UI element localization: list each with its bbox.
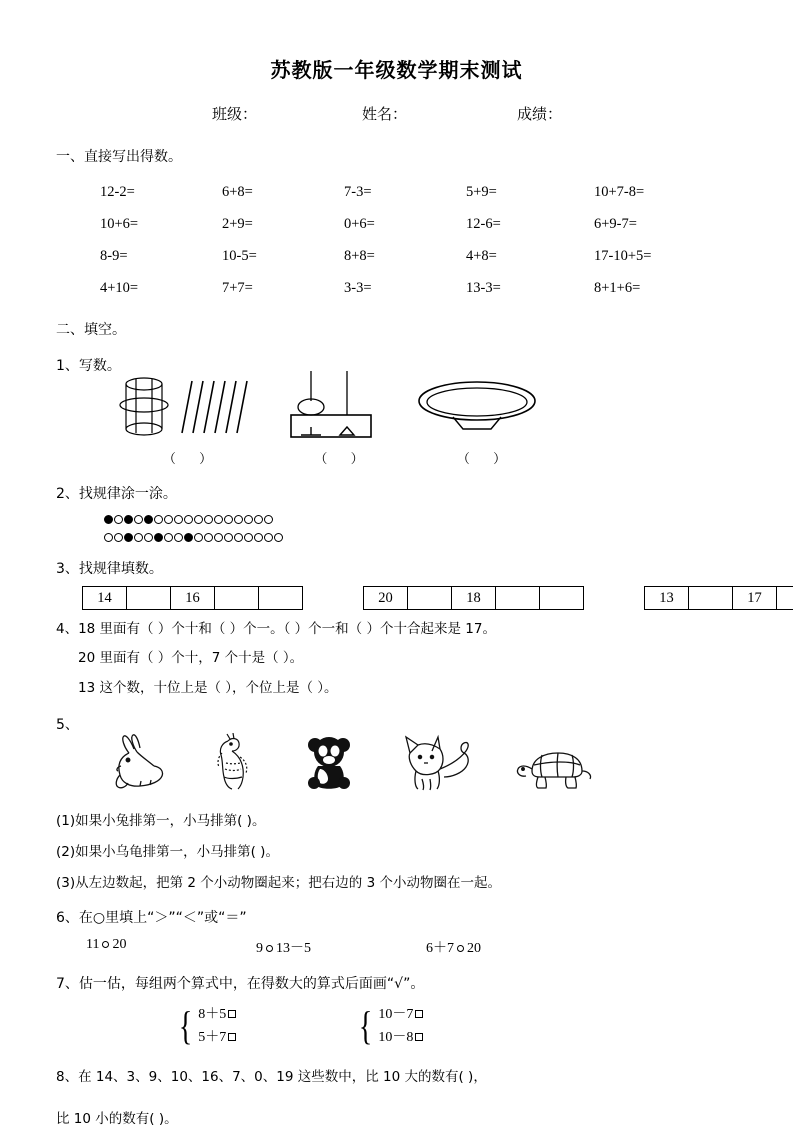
q1-figure-row xyxy=(56,381,737,467)
comparison-item[interactable] xyxy=(86,937,256,957)
seq-cell[interactable]: 13 xyxy=(644,586,689,610)
expression-text: 10－7 xyxy=(378,1006,414,1022)
pattern-dot[interactable] xyxy=(244,533,253,542)
pattern-dot[interactable] xyxy=(204,533,213,542)
bowl-on-stand-icon xyxy=(415,371,540,441)
pattern-dot[interactable] xyxy=(104,515,113,524)
pattern-dot[interactable] xyxy=(244,515,253,524)
answer-box[interactable] xyxy=(415,1033,423,1041)
pattern-dot[interactable] xyxy=(194,515,203,524)
section-one-heading: 一、直接写出得数。 xyxy=(56,149,182,165)
q5-sub-2: (2)如果小乌龟排第一，小马排第( )。 xyxy=(56,843,279,860)
turtle-icon xyxy=(512,743,594,798)
q1-caption-3: （ ） xyxy=(456,451,517,466)
q2-heading: 2、找规律涂一涂。 xyxy=(56,486,177,502)
pattern-dot[interactable] xyxy=(224,533,233,542)
comparison-left: 9 xyxy=(256,940,263,956)
calc-item: 6+9-7= xyxy=(594,216,637,232)
q1-caption-1: （ ） xyxy=(162,451,223,466)
q3-sequences xyxy=(56,586,762,610)
pattern-dot[interactable] xyxy=(134,533,143,542)
seq-cell[interactable]: 14 xyxy=(82,586,127,610)
calc-item: 4+10= xyxy=(100,280,139,296)
page-title: 苏教版一年级数学期末测试 xyxy=(270,58,523,82)
comparison-left: 11 xyxy=(86,936,100,952)
seq-cell[interactable] xyxy=(539,586,584,610)
pattern-dot[interactable] xyxy=(214,515,223,524)
figure-cylinder-and-sticks xyxy=(106,371,271,467)
q6-heading: 6、在○里填上“＞”“＜”或“＝” xyxy=(56,909,247,926)
calc-item: 13-3= xyxy=(466,280,501,296)
pattern-dot[interactable] xyxy=(234,515,243,524)
pattern-dot[interactable] xyxy=(144,515,153,524)
calc-item: 8+8= xyxy=(344,248,375,264)
q6-comparisons xyxy=(56,937,737,957)
pattern-dot[interactable] xyxy=(174,515,183,524)
pattern-dot[interactable] xyxy=(274,533,283,542)
pattern-dot[interactable] xyxy=(124,533,133,542)
calc-item: 3-3= xyxy=(344,280,372,296)
brace-expression xyxy=(378,1026,423,1049)
q7-brace-groups xyxy=(56,1003,737,1049)
number-sequence xyxy=(363,586,584,610)
pattern-dot[interactable] xyxy=(144,533,153,542)
number-sequence xyxy=(82,586,303,610)
pattern-dot[interactable] xyxy=(254,515,263,524)
expression-text: 10－8 xyxy=(378,1029,414,1045)
q5-sub-3: (3)从左边数起，把第 2 个小动物圈起来；把右边的 3 个小动物圈在一起。 xyxy=(56,874,501,891)
seq-cell[interactable] xyxy=(407,586,452,610)
pattern-dot[interactable] xyxy=(104,533,113,542)
calc-item: 12-2= xyxy=(100,184,135,200)
q2-dot-patterns xyxy=(56,515,737,542)
seq-cell[interactable] xyxy=(688,586,733,610)
pattern-dot[interactable] xyxy=(114,515,123,524)
q4-line-2: 20 里面有（ ）个十，7 个十是（ ）。 xyxy=(78,650,304,667)
box-with-hanging-objects-icon xyxy=(285,371,385,441)
calc-item: 5+9= xyxy=(466,184,497,200)
comparison-right: 20 xyxy=(467,940,481,956)
score-field-label: 成绩： xyxy=(517,105,563,123)
comparison-right: 20 xyxy=(112,936,127,952)
seq-cell[interactable] xyxy=(776,586,793,610)
figure-bowl xyxy=(415,371,550,467)
header-fields xyxy=(56,103,737,124)
pattern-dot[interactable] xyxy=(214,533,223,542)
pattern-dot[interactable] xyxy=(194,533,203,542)
pattern-dot[interactable] xyxy=(134,515,143,524)
compare-circle-icon[interactable] xyxy=(457,945,464,952)
pattern-dot[interactable] xyxy=(264,515,273,524)
calc-item: 6+8= xyxy=(222,184,253,200)
seq-cell[interactable]: 20 xyxy=(363,586,408,610)
q1-heading: 1、写数。 xyxy=(56,358,121,374)
compare-circle-icon[interactable] xyxy=(102,941,109,948)
comparison-left: 6＋7 xyxy=(426,940,454,956)
pattern-dot[interactable] xyxy=(254,533,263,542)
q5-sub-1: (1)如果小兔排第一，小马排第( )。 xyxy=(56,812,266,829)
seq-cell[interactable] xyxy=(495,586,540,610)
q5-heading: 5、 xyxy=(56,716,79,733)
q3-heading: 3、找规律填数。 xyxy=(56,561,163,577)
expression-text: 8＋5 xyxy=(198,1006,227,1022)
q8-line-1: 8、在 14、3、9、10、16、7、0、19 这些数中，比 10 大的数有( )， xyxy=(56,1068,487,1085)
calc-item: 7+7= xyxy=(222,280,253,296)
comparison-item[interactable] xyxy=(256,937,426,957)
fox-icon xyxy=(396,733,476,798)
dot-pattern-row-2[interactable] xyxy=(104,533,737,542)
pattern-dot[interactable] xyxy=(204,515,213,524)
pattern-dot[interactable] xyxy=(184,515,193,524)
brace-expression xyxy=(198,1026,236,1049)
q4-line-3: 13 这个数，十位上是（ ），个位上是（ ）。 xyxy=(78,679,338,696)
calc-item: 8+1+6= xyxy=(594,280,641,296)
seq-cell[interactable] xyxy=(258,586,303,610)
pattern-dot[interactable] xyxy=(164,533,173,542)
calc-item: 0+6= xyxy=(344,216,375,232)
q7-heading: 7、估一估，每组两个算式中，在得数大的算式后面画“√”。 xyxy=(56,975,425,992)
seq-cell[interactable]: 17 xyxy=(732,586,777,610)
left-brace-icon: { xyxy=(359,1002,373,1048)
brace-expression xyxy=(198,1003,236,1026)
panda-icon xyxy=(298,733,360,798)
q5-animal-row xyxy=(56,728,737,798)
number-sequence xyxy=(644,586,793,610)
dot-pattern-row-1[interactable] xyxy=(104,515,737,524)
comparison-right: 13－5 xyxy=(276,940,311,956)
q1-caption-2: （ ） xyxy=(314,451,374,466)
left-brace-icon: { xyxy=(178,1002,193,1048)
pattern-dot[interactable] xyxy=(154,533,163,542)
calc-item: 10+7-8= xyxy=(594,184,645,200)
seq-cell[interactable]: 18 xyxy=(451,586,496,610)
compare-circle-icon[interactable] xyxy=(266,945,273,952)
calc-item: 12-6= xyxy=(466,216,501,232)
pattern-dot[interactable] xyxy=(114,533,123,542)
cylinder-bundle-with-tally-sticks-icon xyxy=(106,371,266,441)
calc-item: 2+9= xyxy=(222,216,253,232)
q4-line-1: 4、18 里面有（ ）个十和（ ）个一。（ ）个一和（ ）个十合起来是 17。 xyxy=(56,621,496,637)
seq-cell[interactable] xyxy=(126,586,171,610)
answer-box[interactable] xyxy=(228,1010,236,1018)
calc-item: 10+6= xyxy=(100,216,139,232)
calc-item: 7-3= xyxy=(344,184,372,200)
calc-item: 17-10+5= xyxy=(594,248,652,264)
calc-item: 8-9= xyxy=(100,248,128,264)
pattern-dot[interactable] xyxy=(224,515,233,524)
rabbit-icon xyxy=(104,733,174,798)
pattern-dot[interactable] xyxy=(234,533,243,542)
arithmetic-grid xyxy=(56,184,737,297)
answer-box[interactable] xyxy=(228,1033,236,1041)
seq-cell[interactable] xyxy=(214,586,259,610)
brace-group xyxy=(176,1003,236,1049)
calc-item: 4+8= xyxy=(466,248,497,264)
pattern-dot[interactable] xyxy=(124,515,133,524)
name-field-label: 姓名： xyxy=(362,105,408,123)
pattern-dot[interactable] xyxy=(184,533,193,542)
expression-text: 5＋7 xyxy=(198,1029,227,1045)
brace-group xyxy=(356,1003,423,1049)
horse-icon xyxy=(210,733,262,798)
figure-box-with-objects xyxy=(285,371,395,467)
answer-box[interactable] xyxy=(415,1010,423,1018)
pattern-dot[interactable] xyxy=(154,515,163,524)
calc-item: 10-5= xyxy=(222,248,257,264)
pattern-dot[interactable] xyxy=(264,533,273,542)
seq-cell[interactable]: 16 xyxy=(170,586,215,610)
pattern-dot[interactable] xyxy=(164,515,173,524)
q8-line-2: 比 10 小的数有( )。 xyxy=(56,1110,178,1127)
section-two-heading: 二、填空。 xyxy=(56,322,126,338)
class-field-label: 班级： xyxy=(212,105,258,123)
brace-expression xyxy=(378,1003,423,1026)
comparison-item[interactable] xyxy=(426,937,596,957)
pattern-dot[interactable] xyxy=(174,533,183,542)
